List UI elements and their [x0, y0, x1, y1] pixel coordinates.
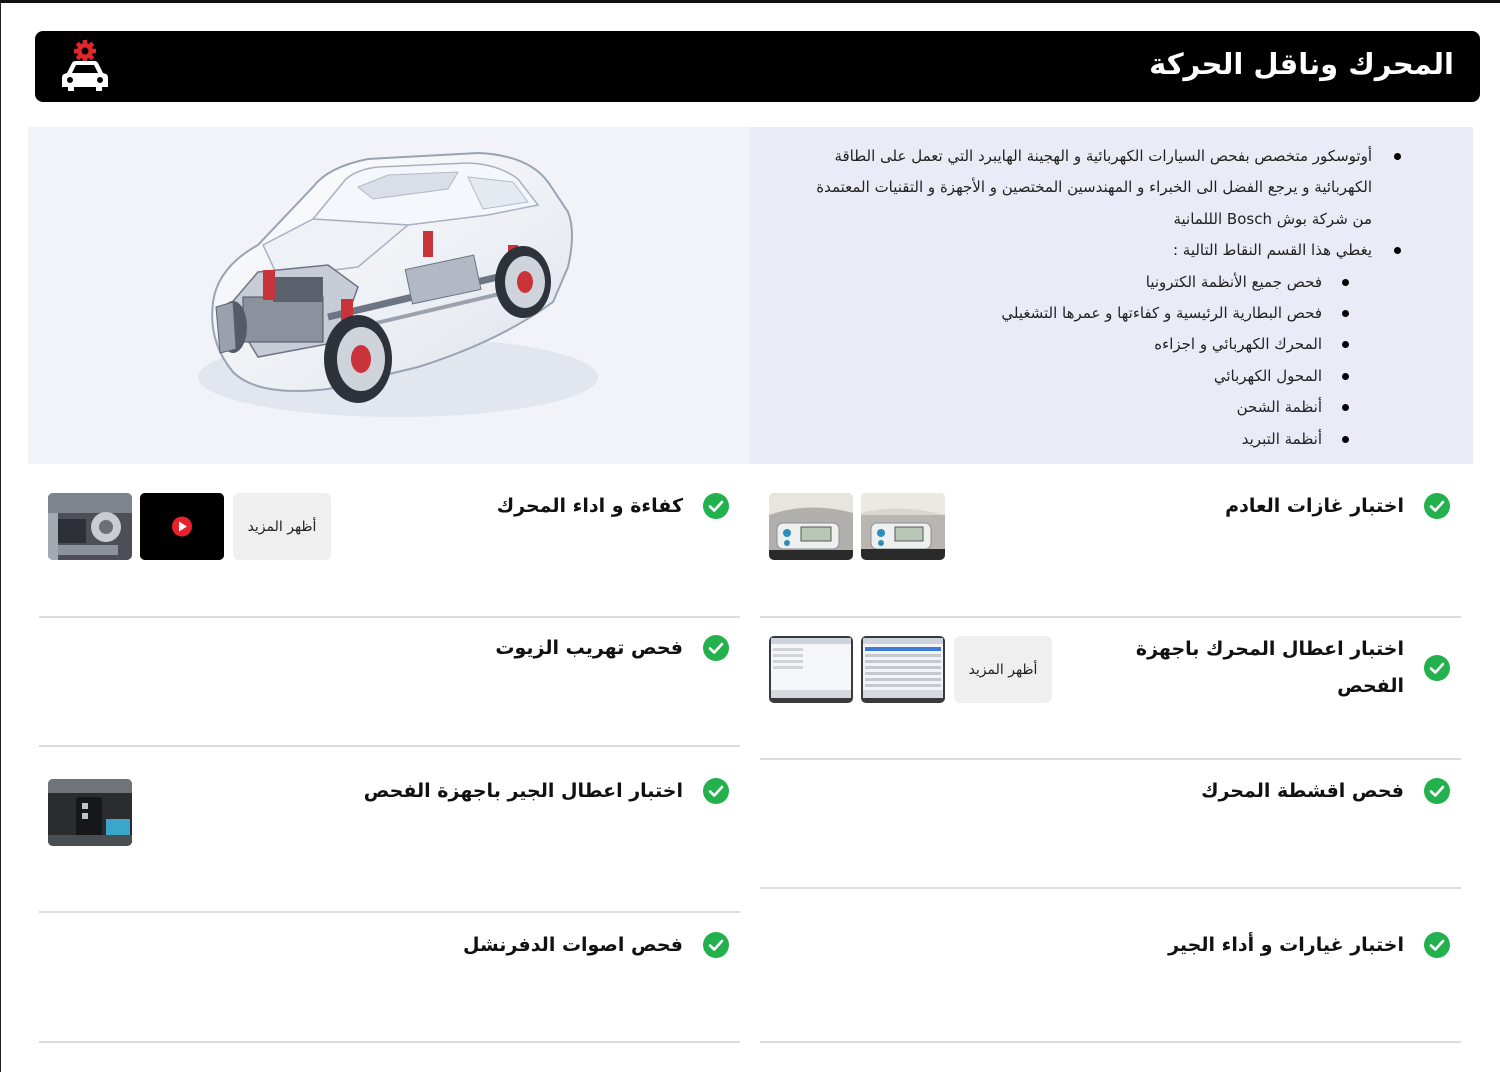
intro-sub-list	[812, 267, 1322, 455]
divider	[760, 616, 1461, 618]
show-more-button[interactable]: أظهر المزيد	[954, 636, 1052, 703]
divider	[39, 745, 740, 747]
check-circle-icon	[1424, 655, 1450, 681]
divider	[760, 1041, 1461, 1043]
intro-sub-bullet: فحص البطارية الرئيسية و كفاءتها و عمرها التشغيلي	[812, 298, 1322, 329]
section-header	[35, 31, 1480, 102]
check-item-engine-faults	[1104, 631, 1404, 705]
check-circle-icon	[1424, 778, 1450, 804]
check-circle-icon	[703, 635, 729, 661]
intro-bullet	[812, 235, 1372, 455]
divider	[39, 1041, 740, 1043]
check-circle-icon	[1424, 932, 1450, 958]
intro-bullet: أوتوسكور متخصص بفحص السيارات الكهربائية و الهجينة الهايبرد التي تعمل على الطاقة الكهربائية و يرجع الفضل الى الخبراء و المهندسين المختصين و الأجهزة و التقنيات المعتمدة من شركة بوش Bosch الللمانية	[812, 141, 1372, 235]
check-item-engine-performance: كفاءة و اداء المحرك	[496, 495, 683, 517]
divider	[760, 758, 1461, 760]
play-icon	[140, 493, 224, 560]
intro-sub-bullet: فحص جميع الأنظمة الكترونيا	[812, 267, 1322, 298]
diagnostic-screen-photo[interactable]	[861, 636, 945, 703]
check-item-differential-noise: فحص اصوات الدفرنشل	[463, 934, 683, 956]
intro-text-panel	[750, 127, 1473, 464]
check-item-label-line: اختبار اعطال المحرك باجهزة	[1135, 638, 1404, 660]
divider	[39, 616, 740, 618]
check-item-gearbox-faults: اختبار اعطال الجير باجهزة الفحص	[363, 780, 683, 802]
check-circle-icon	[1424, 493, 1450, 519]
car-cutaway-image	[28, 127, 750, 464]
show-more-button[interactable]: أظهر المزيد	[233, 493, 331, 560]
section-title: المحرك وناقل الحركة	[1149, 47, 1454, 81]
engine-bay-photo[interactable]	[48, 493, 132, 560]
check-item-engine-mounts: فحص اقشطة المحرك	[1201, 780, 1404, 802]
check-circle-icon	[703, 932, 729, 958]
exhaust-test-photo[interactable]	[861, 493, 945, 560]
divider	[39, 911, 740, 913]
diagnostic-screen-photo[interactable]	[769, 636, 853, 703]
car-cutaway-panel	[28, 127, 750, 464]
intro-sub-bullet: المحول الكهربائي	[812, 361, 1322, 392]
car-gear-icon	[57, 39, 113, 95]
check-circle-icon	[703, 778, 729, 804]
intro-bullet-list	[812, 141, 1372, 455]
video-thumbnail[interactable]	[140, 493, 224, 560]
intro-bullet-text: يغطي هذا القسم النقاط التالية :	[1172, 241, 1372, 260]
check-item-gear-shifts: اختبار غيارات و أداء الجير	[1168, 934, 1404, 956]
check-item-oil-leak: فحص تهريب الزيوت	[495, 637, 683, 659]
check-circle-icon	[703, 493, 729, 519]
check-item-exhaust-gas: اختبار غازات العادم	[1225, 495, 1404, 517]
intro-sub-bullet: أنظمة التبريد	[812, 424, 1322, 455]
check-item-label-line: الفحص	[1337, 675, 1404, 697]
gear-diagnostic-photo[interactable]	[48, 779, 132, 846]
exhaust-test-photo[interactable]	[769, 493, 853, 560]
intro-sub-bullet: المحرك الكهربائي و اجزاءه	[812, 329, 1322, 360]
divider	[760, 887, 1461, 889]
intro-sub-bullet: أنظمة الشحن	[812, 392, 1322, 423]
